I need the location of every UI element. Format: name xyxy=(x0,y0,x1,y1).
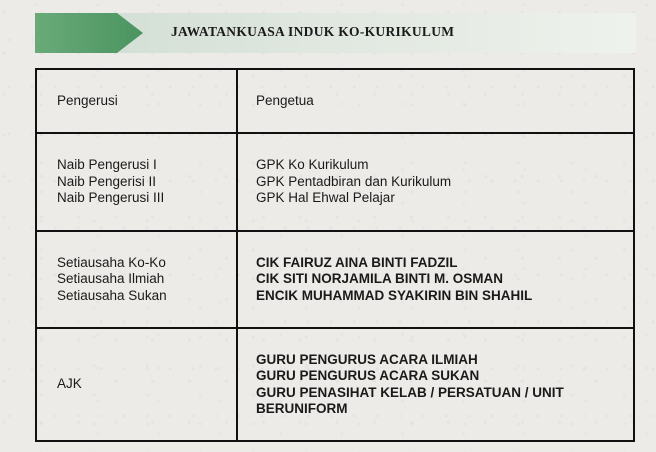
holder-label: Pengetua xyxy=(256,92,314,108)
role-label: AJK xyxy=(57,376,82,392)
role-label: Pengerusi xyxy=(57,92,118,108)
role-label: Setiausaha Sukan xyxy=(57,287,167,303)
table-row-setiausaha xyxy=(37,232,633,329)
holder-label: GPK Pentadbiran dan Kurikulum xyxy=(256,173,452,189)
role-label: Setiausaha Ko-Ko xyxy=(57,254,166,270)
table-row-naib-pengerusi xyxy=(37,134,633,232)
title-banner xyxy=(35,13,636,53)
holder-label: GURU PENGURUS ACARA ILMIAH xyxy=(256,351,478,367)
holder-label: GURU PENASIHAT KELAB / PERSATUAN / UNIT xyxy=(256,384,564,400)
role-label: Naib Pengerisi II xyxy=(57,173,157,189)
holder-label: GURU PENGURUS ACARA SUKAN xyxy=(256,368,480,383)
holder-label: GPK Ko Kurikulum xyxy=(256,157,369,173)
role-label: Naib Pengerusi I xyxy=(57,157,157,173)
holder-cell xyxy=(256,134,626,230)
holder-label: CIK FAIRUZ AINA BINTI FADZIL xyxy=(256,254,458,270)
role-label: Naib Pengerusi III xyxy=(57,190,165,206)
holder-cell xyxy=(256,70,626,132)
role-label: Setiausaha Ilmiah xyxy=(57,271,165,287)
table-row-pengerusi xyxy=(37,70,633,134)
holder-label: ENCIK MUHAMMAD SYAKIRIN BIN SHAHIL xyxy=(256,287,533,303)
holder-label: BERUNIFORM xyxy=(256,401,348,416)
role-cell xyxy=(57,70,227,132)
page-title: JAWATANKUASA INDUK KO-KURIKULUM xyxy=(171,24,455,39)
role-cell xyxy=(57,329,227,440)
role-cell xyxy=(57,232,227,327)
holder-cell xyxy=(256,232,626,327)
role-cell xyxy=(57,134,227,230)
holder-label: GPK Hal Ehwal Pelajar xyxy=(256,190,395,206)
holder-label: CIK SITI NORJAMILA BINTI M. OSMAN xyxy=(256,271,503,287)
committee-table xyxy=(35,68,635,442)
holder-cell xyxy=(256,329,626,440)
table-row-ajk xyxy=(37,329,633,440)
